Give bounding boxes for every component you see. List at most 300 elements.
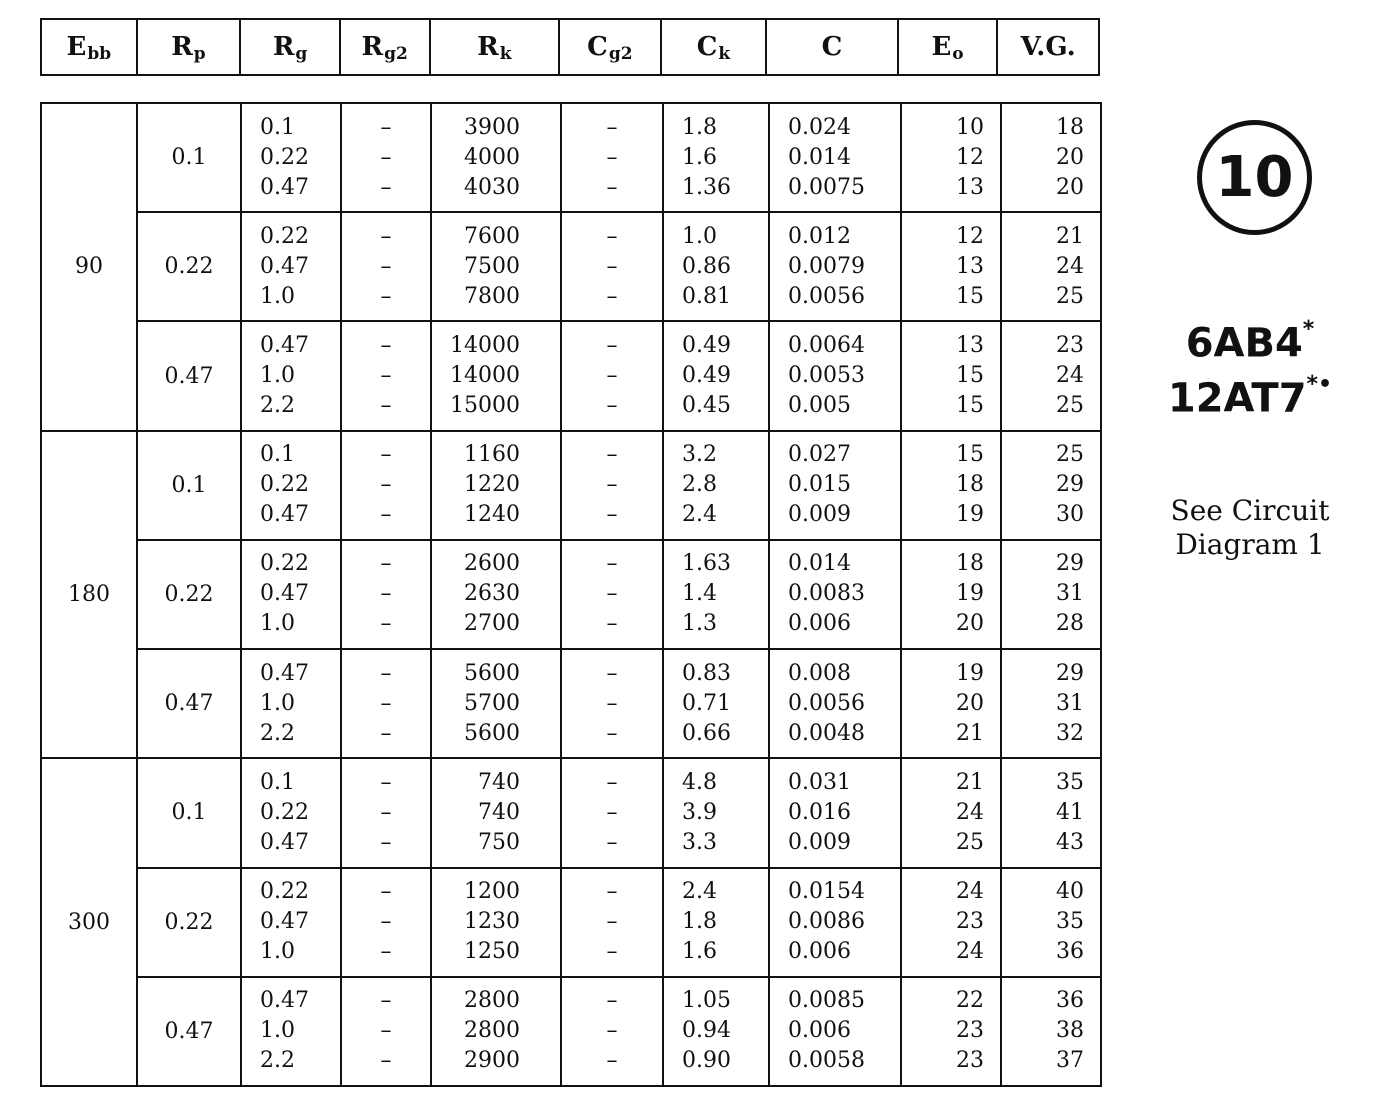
cg2-cell (561, 868, 663, 977)
cg2-value: – (606, 611, 618, 637)
rg2-cell (341, 103, 431, 212)
vg-cell (1001, 649, 1101, 758)
rk-value: 2800 (464, 1018, 520, 1044)
rg2-value: – (380, 988, 392, 1014)
vg-value: 24 (1056, 363, 1084, 389)
rk-value: 2900 (464, 1048, 520, 1074)
eo-cell (901, 540, 1001, 649)
rg2-value: – (380, 799, 392, 825)
eo-cell (901, 977, 1001, 1086)
rg-value: 1.0 (260, 939, 295, 965)
c-value: 0.0056 (788, 690, 865, 716)
eo-value: 15 (956, 363, 984, 389)
rp-cell: 0.47 (137, 321, 241, 430)
ck-value: 1.36 (682, 174, 731, 200)
cg2-cell (561, 758, 663, 867)
ck-cell (663, 103, 769, 212)
rg-value: 0.47 (260, 660, 309, 686)
table-number: 10 (1215, 145, 1294, 210)
ck-cell (663, 431, 769, 540)
vg-value: 25 (1056, 393, 1084, 419)
rg-cell (241, 649, 341, 758)
rk-value: 7500 (464, 253, 520, 279)
eo-value: 15 (956, 393, 984, 419)
rg2-value: – (380, 660, 392, 686)
cg2-value: – (606, 283, 618, 309)
cg2-value: – (606, 502, 618, 528)
rk-cell (431, 212, 561, 321)
rk-value: 5600 (464, 720, 520, 746)
rg-value: 0.47 (260, 988, 309, 1014)
rg2-value: – (380, 502, 392, 528)
eo-value: 13 (956, 253, 984, 279)
eo-cell (901, 868, 1001, 977)
c-value: 0.0085 (788, 988, 865, 1014)
ck-value: 1.8 (682, 114, 717, 140)
rg2-cell (341, 977, 431, 1086)
tube-types (1150, 312, 1350, 423)
c-value: 0.005 (788, 393, 851, 419)
vg-value: 29 (1056, 551, 1084, 577)
rk-value: 5600 (464, 660, 520, 686)
cg2-value: – (606, 333, 618, 359)
rk-value: 1220 (464, 472, 520, 498)
table-row (41, 649, 1101, 758)
cg2-value: – (606, 939, 618, 965)
ck-value: 1.8 (682, 909, 717, 935)
rg-value: 0.47 (260, 253, 309, 279)
rk-cell (431, 540, 561, 649)
cg2-cell (561, 431, 663, 540)
vg-value: 23 (1056, 333, 1084, 359)
c-value: 0.0083 (788, 581, 865, 607)
rg2-cell (341, 212, 431, 321)
ck-cell (663, 868, 769, 977)
cg2-value: – (606, 909, 618, 935)
cg2-value: – (606, 879, 618, 905)
rg2-value: – (380, 829, 392, 855)
vg-value: 35 (1056, 769, 1084, 795)
rk-value: 14000 (450, 333, 520, 359)
rg2-value: – (380, 690, 392, 716)
rg2-value: – (380, 283, 392, 309)
ck-value: 0.49 (682, 363, 731, 389)
column-header: E bb (42, 20, 138, 74)
cg2-value: – (606, 393, 618, 419)
rg-value: 0.47 (260, 909, 309, 935)
rp-cell: 0.1 (137, 103, 241, 212)
c-value: 0.015 (788, 472, 851, 498)
ebb-cell: 180 (41, 431, 137, 759)
eo-value: 20 (956, 611, 984, 637)
ebb-cell: 90 (41, 103, 137, 431)
c-value: 0.008 (788, 660, 851, 686)
eo-value: 24 (956, 799, 984, 825)
cg2-value: – (606, 551, 618, 577)
c-value: 0.0079 (788, 253, 865, 279)
vg-value: 20 (1056, 174, 1084, 200)
column-header: V.G. (1020, 32, 1076, 62)
rk-value: 7600 (464, 223, 520, 249)
circuit-note (1145, 494, 1355, 562)
c-value: 0.0058 (788, 1048, 865, 1074)
eo-value: 24 (956, 879, 984, 905)
rg2-value: – (380, 939, 392, 965)
eo-value: 13 (956, 333, 984, 359)
rg-value: 0.1 (260, 442, 295, 468)
ck-value: 0.90 (682, 1048, 731, 1074)
cg2-value: – (606, 174, 618, 200)
ck-value: 3.2 (682, 442, 717, 468)
cg2-value: – (606, 799, 618, 825)
column-header: R g (241, 20, 341, 74)
rk-value: 4030 (464, 174, 520, 200)
c-cell (769, 212, 901, 321)
header-bar (40, 18, 1100, 76)
rg-value: 1.0 (260, 611, 295, 637)
circuit-note-line-1: See Circuit (1170, 494, 1330, 527)
column-header: R g2 (341, 20, 431, 74)
ck-value: 3.9 (682, 799, 717, 825)
rg-value: 2.2 (260, 1048, 295, 1074)
vg-value: 40 (1056, 879, 1084, 905)
c-value: 0.009 (788, 502, 851, 528)
rg-value: 2.2 (260, 720, 295, 746)
vg-value: 30 (1056, 502, 1084, 528)
rk-cell (431, 977, 561, 1086)
rg-value: 0.22 (260, 472, 309, 498)
rg2-value: – (380, 363, 392, 389)
ck-value: 2.8 (682, 472, 717, 498)
vg-value: 35 (1056, 909, 1084, 935)
c-value: 0.0056 (788, 283, 865, 309)
eo-cell (901, 431, 1001, 540)
ck-cell (663, 649, 769, 758)
c-cell (769, 649, 901, 758)
ck-cell (663, 977, 769, 1086)
rk-value: 1250 (464, 939, 520, 965)
rk-value: 5700 (464, 690, 520, 716)
ck-value: 2.4 (682, 879, 717, 905)
eo-value: 18 (956, 551, 984, 577)
eo-cell (901, 758, 1001, 867)
rg2-value: – (380, 393, 392, 419)
rg-cell (241, 321, 341, 430)
data-table (40, 102, 1102, 1087)
vg-cell (1001, 431, 1101, 540)
column-header: C k (662, 20, 768, 74)
eo-value: 24 (956, 939, 984, 965)
rg-value: 0.22 (260, 551, 309, 577)
rk-value: 2630 (464, 581, 520, 607)
ck-value: 0.81 (682, 283, 731, 309)
rk-value: 2800 (464, 988, 520, 1014)
rg-cell (241, 540, 341, 649)
rk-cell (431, 103, 561, 212)
c-value: 0.027 (788, 442, 851, 468)
ck-cell (663, 321, 769, 430)
rg-cell (241, 431, 341, 540)
table-row (41, 868, 1101, 977)
rg2-value: – (380, 769, 392, 795)
ck-value: 1.05 (682, 988, 731, 1014)
column-header: R p (138, 20, 242, 74)
rg-value: 0.22 (260, 879, 309, 905)
tube-type-2: 12AT7*• (1167, 372, 1333, 422)
ck-value: 1.0 (682, 223, 717, 249)
cg2-value: – (606, 829, 618, 855)
vg-value: 31 (1056, 581, 1084, 607)
vg-value: 29 (1056, 472, 1084, 498)
rk-value: 740 (478, 799, 520, 825)
c-cell (769, 321, 901, 430)
eo-value: 19 (956, 502, 984, 528)
rg-value: 0.1 (260, 114, 295, 140)
rg2-value: – (380, 551, 392, 577)
cg2-value: – (606, 253, 618, 279)
rk-value: 7800 (464, 283, 520, 309)
eo-value: 22 (956, 988, 984, 1014)
vg-value: 24 (1056, 253, 1084, 279)
cg2-cell (561, 977, 663, 1086)
rg-value: 0.47 (260, 829, 309, 855)
cg2-cell (561, 212, 663, 321)
ck-cell (663, 758, 769, 867)
ck-value: 1.6 (682, 939, 717, 965)
cg2-cell (561, 540, 663, 649)
vg-value: 41 (1056, 799, 1084, 825)
c-value: 0.0086 (788, 909, 865, 935)
vg-value: 28 (1056, 611, 1084, 637)
c-cell (769, 540, 901, 649)
c-cell (769, 103, 901, 212)
table-row (41, 758, 1101, 867)
rp-cell: 0.22 (137, 540, 241, 649)
rg2-cell (341, 758, 431, 867)
vg-value: 43 (1056, 829, 1084, 855)
cg2-value: – (606, 988, 618, 1014)
rk-value: 1160 (464, 442, 520, 468)
vg-value: 31 (1056, 690, 1084, 716)
vg-value: 21 (1056, 223, 1084, 249)
rg2-cell (341, 540, 431, 649)
eo-value: 15 (956, 442, 984, 468)
cg2-value: – (606, 769, 618, 795)
vg-value: 36 (1056, 988, 1084, 1014)
rg2-value: – (380, 472, 392, 498)
rp-cell: 0.1 (137, 431, 241, 540)
rg-value: 0.22 (260, 799, 309, 825)
vg-cell (1001, 321, 1101, 430)
table-row (41, 212, 1101, 321)
rg2-value: – (380, 174, 392, 200)
cg2-value: – (606, 1048, 618, 1074)
c-value: 0.0053 (788, 363, 865, 389)
rk-value: 740 (478, 769, 520, 795)
ebb-cell: 300 (41, 758, 137, 1086)
ck-value: 1.4 (682, 581, 717, 607)
rk-value: 2600 (464, 551, 520, 577)
cg2-value: – (606, 660, 618, 686)
table-row (41, 321, 1101, 430)
rk-cell (431, 431, 561, 540)
rk-value: 14000 (450, 363, 520, 389)
eo-cell (901, 212, 1001, 321)
rp-cell: 0.22 (137, 212, 241, 321)
vg-cell (1001, 103, 1101, 212)
rg2-value: – (380, 611, 392, 637)
rk-value: 750 (478, 829, 520, 855)
rg2-value: – (380, 144, 392, 170)
c-value: 0.006 (788, 1018, 851, 1044)
ck-value: 1.63 (682, 551, 731, 577)
c-value: 0.006 (788, 611, 851, 637)
rg2-cell (341, 649, 431, 758)
rg2-value: – (380, 909, 392, 935)
ck-value: 0.94 (682, 1018, 731, 1044)
eo-value: 18 (956, 472, 984, 498)
ck-value: 0.49 (682, 333, 731, 359)
cg2-value: – (606, 472, 618, 498)
table-number-badge (1197, 120, 1312, 235)
rg-value: 0.47 (260, 333, 309, 359)
table-row (41, 431, 1101, 540)
rg-value: 0.1 (260, 769, 295, 795)
rg-value: 0.47 (260, 174, 309, 200)
rg-value: 0.47 (260, 502, 309, 528)
eo-value: 13 (956, 174, 984, 200)
rg2-value: – (380, 333, 392, 359)
table-row (41, 540, 1101, 649)
c-value: 0.0048 (788, 720, 865, 746)
rg-cell (241, 212, 341, 321)
cg2-value: – (606, 442, 618, 468)
c-value: 0.009 (788, 829, 851, 855)
rg-value: 0.22 (260, 223, 309, 249)
ck-value: 4.8 (682, 769, 717, 795)
rg2-cell (341, 868, 431, 977)
ck-value: 0.83 (682, 660, 731, 686)
cg2-value: – (606, 690, 618, 716)
eo-value: 12 (956, 223, 984, 249)
vg-value: 25 (1056, 283, 1084, 309)
eo-cell (901, 649, 1001, 758)
c-cell (769, 758, 901, 867)
rk-value: 1200 (464, 879, 520, 905)
vg-value: 29 (1056, 660, 1084, 686)
c-value: 0.0075 (788, 174, 865, 200)
c-value: 0.0154 (788, 879, 865, 905)
rg2-cell (341, 321, 431, 430)
vg-cell (1001, 868, 1101, 977)
rg-cell (241, 977, 341, 1086)
c-value: 0.016 (788, 799, 851, 825)
rg2-value: – (380, 442, 392, 468)
eo-value: 23 (956, 1048, 984, 1074)
rg2-value: – (380, 879, 392, 905)
ck-value: 1.6 (682, 144, 717, 170)
c-value: 0.0064 (788, 333, 865, 359)
rp-cell: 0.1 (137, 758, 241, 867)
c-cell (769, 977, 901, 1086)
c-value: 0.024 (788, 114, 851, 140)
rg-value: 0.47 (260, 581, 309, 607)
cg2-cell (561, 649, 663, 758)
rg-value: 1.0 (260, 690, 295, 716)
cg2-value: – (606, 581, 618, 607)
eo-value: 21 (956, 769, 984, 795)
ck-cell (663, 540, 769, 649)
c-cell (769, 868, 901, 977)
rg-value: 1.0 (260, 1018, 295, 1044)
vg-cell (1001, 212, 1101, 321)
ck-value: 2.4 (682, 502, 717, 528)
cg2-value: – (606, 223, 618, 249)
cg2-value: – (606, 720, 618, 746)
rk-cell (431, 758, 561, 867)
column-header: C (767, 20, 899, 74)
rk-value: 1240 (464, 502, 520, 528)
rg-cell (241, 103, 341, 212)
cg2-cell (561, 103, 663, 212)
rp-cell: 0.47 (137, 649, 241, 758)
column-header: R k (431, 20, 561, 74)
vg-cell (1001, 758, 1101, 867)
cg2-value: – (606, 1018, 618, 1044)
rk-value: 4000 (464, 144, 520, 170)
eo-value: 25 (956, 829, 984, 855)
rk-cell (431, 321, 561, 430)
rp-cell: 0.22 (137, 868, 241, 977)
eo-value: 19 (956, 581, 984, 607)
rk-value: 15000 (450, 393, 520, 419)
rg2-value: – (380, 223, 392, 249)
rg2-value: – (380, 114, 392, 140)
ck-value: 0.86 (682, 253, 731, 279)
cg2-value: – (606, 144, 618, 170)
vg-value: 32 (1056, 720, 1084, 746)
vg-value: 18 (1056, 114, 1084, 140)
eo-value: 12 (956, 144, 984, 170)
cg2-cell (561, 321, 663, 430)
table-row (41, 977, 1101, 1086)
rg2-cell (341, 431, 431, 540)
rk-value: 1230 (464, 909, 520, 935)
rk-cell (431, 868, 561, 977)
ck-value: 1.3 (682, 611, 717, 637)
rg-value: 1.0 (260, 283, 295, 309)
c-value: 0.014 (788, 551, 851, 577)
rg-value: 0.22 (260, 144, 309, 170)
rk-value: 3900 (464, 114, 520, 140)
vg-cell (1001, 540, 1101, 649)
circuit-note-line-2: Diagram 1 (1175, 528, 1325, 561)
c-cell (769, 431, 901, 540)
eo-value: 21 (956, 720, 984, 746)
eo-value: 20 (956, 690, 984, 716)
rp-cell: 0.47 (137, 977, 241, 1086)
eo-value: 15 (956, 283, 984, 309)
rg2-value: – (380, 1018, 392, 1044)
eo-value: 10 (956, 114, 984, 140)
rg-cell (241, 868, 341, 977)
rk-value: 2700 (464, 611, 520, 637)
vg-value: 25 (1056, 442, 1084, 468)
cg2-value: – (606, 363, 618, 389)
rg2-value: – (380, 581, 392, 607)
c-value: 0.012 (788, 223, 851, 249)
vg-value: 37 (1056, 1048, 1084, 1074)
